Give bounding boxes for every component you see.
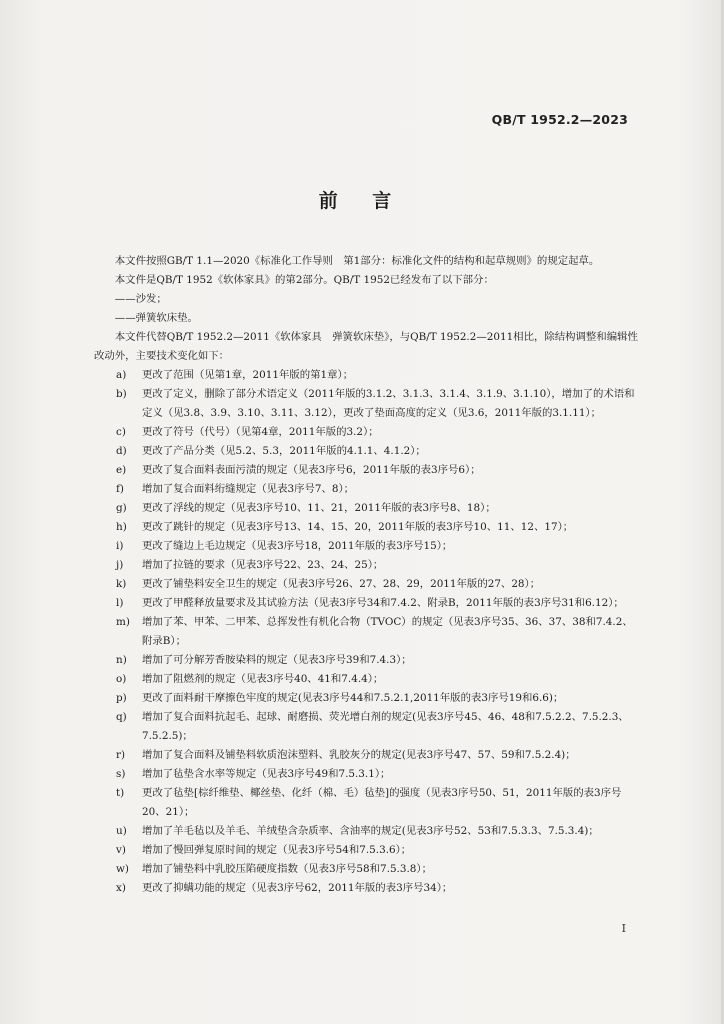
list-item (94, 670, 642, 689)
list-item (94, 518, 642, 537)
paragraph-drafting-rules: 本文件按照GB/T 1.1—2020《标准化工作导则 第1部分：标准化文件的结构和起草规则》的规定起草。 (114, 255, 600, 267)
dash-item-sofa: ——沙发； (114, 293, 167, 305)
list-item-label: h) (116, 521, 127, 533)
list-item-label: x) (116, 882, 126, 894)
list-item-text: 增加了复合面料及铺垫料软质泡沫塑料、乳胶灰分的规定(见表3序号47、57、59和7.5.2.4)； (142, 749, 576, 761)
page-title: 前 言 (318, 190, 406, 212)
list-item-text: 增加了阻燃剂的规定（见表3序号40、41和7.4.4）； (142, 673, 384, 685)
list-item-label: v) (116, 844, 126, 856)
list-item-label: d) (116, 445, 127, 457)
list-item-text: 增加了毡垫含水率等规定（见表3序号49和7.5.3.1）； (142, 768, 391, 780)
list-item-text: 更改了甲醛释放量要求及其试验方法（见表3序号34和7.4.2、附录B，2011年版的表3序号31和6.12）； (142, 597, 624, 609)
list-item-label: w) (116, 863, 129, 875)
list-item-text: 更改了铺垫料安全卫生的规定（见表3序号26、27、28、29，2011年版的27、28）； (142, 578, 541, 590)
list-item-label: r) (116, 749, 126, 761)
list-item (94, 499, 642, 518)
list-item-text: 更改了浮线的规定（见表3序号10、11、21，2011年版的表3序号8、18）； (142, 502, 496, 514)
list-item-text: 更改了面料耐干摩擦色牢度的规定(见表3序号44和7.5.2.1,2011年版的表3序号19和6.6)； (142, 692, 564, 704)
list-item (94, 746, 642, 765)
list-item-label: u) (116, 825, 127, 837)
list-item (94, 480, 642, 499)
list-item (94, 461, 642, 480)
list-item-label: o) (116, 673, 127, 685)
list-item-label: q) (116, 711, 127, 723)
list-item-label: j) (116, 559, 124, 571)
list-item-label: e) (116, 464, 127, 476)
list-item (94, 366, 642, 385)
list-item-text: 更改了复合面料表面污渍的规定（见表3序号6，2011年版的表3序号6）； (142, 464, 481, 476)
list-item-text: 更改了抑螨功能的规定（见表3序号62，2011年版的表3序号34）； (142, 882, 453, 894)
dash-item-mattress: ——弹簧软床垫。 (114, 312, 198, 324)
list-item-label: n) (116, 654, 127, 666)
list-item-label: l) (116, 597, 124, 609)
paragraph-part-info: 本文件是QB/T 1952《软体家具》的第2部分。QB/T 1952已经发布了以下部分： (114, 274, 494, 286)
list-item (94, 708, 642, 746)
list-item-label: c) (116, 426, 126, 438)
list-item-text: 增加了铺垫料中乳胶压陷硬度指数（见表3序号58和7.5.3.8）； (142, 863, 432, 875)
paragraph-replacement: 本文件代替QB/T 1952.2—2011《软体家具 弹簧软床垫》，与QB/T 1952.2—2011相比，除结构调整和编辑性改动外，主要技术变化如下： (94, 331, 638, 362)
list-item-text: 更改了产品分类（见5.2、5.3，2011年版的4.1.1、4.1.2）； (142, 445, 426, 457)
list-item (94, 423, 642, 442)
list-item (94, 442, 642, 461)
standard-code: QB/T 1952.2—2023 (491, 112, 628, 127)
list-item-label: t) (116, 787, 125, 799)
list-item (94, 651, 642, 670)
list-item (94, 689, 642, 708)
list-item (94, 556, 642, 575)
changes-list (94, 366, 642, 898)
list-item-label: m) (116, 616, 130, 628)
list-item-text: 增加了复合面料绗缝规定（见表3序号7、8）； (142, 483, 355, 495)
page-number: I (621, 922, 626, 935)
list-item-text: 更改了范围（见第1章，2011年版的第1章）； (142, 369, 354, 381)
list-item-text: 增加了苯、甲苯、二甲苯、总挥发性有机化合物（TVOC）的规定（见表3序号35、36、37、38和7.4.2、附录B）； (142, 616, 633, 647)
list-item-text: 增加了慢回弹复原时间的规定（见表3序号54和7.5.3.6）； (142, 844, 412, 856)
list-item-text: 增加了可分解芳香胺染料的规定（见表3序号39和7.4.3）； (142, 654, 412, 666)
list-item-text: 更改了符号（代号）（见第4章，2011年版的3.2）； (142, 426, 379, 438)
list-item (94, 575, 642, 594)
list-item-text: 更改了毡垫[棕纤维垫、椰丝垫、化纤（棉、毛）毡垫]的强度（见表3序号50、51，2011年版的表3序号20、21）； (142, 787, 622, 818)
list-item (94, 860, 642, 879)
list-item (94, 613, 642, 651)
list-item-label: f) (116, 483, 124, 495)
list-item (94, 841, 642, 860)
list-item-text: 更改了跳针的规定（见表3序号13、14、15、20，2011年版的表3序号10、11、12、17）； (142, 521, 574, 533)
list-item-text: 更改了定义，删除了部分术语定义（2011年版的3.1.2、3.1.3、3.1.4、3.1.9、3.1.10），增加了的术语和定义（见3.8、3.9、3.10、3.11、3.12），更改了垫面高度的定义（见3.6，2011年版的3.1.11）； (142, 388, 635, 419)
list-item (94, 385, 642, 423)
preface-body (94, 252, 642, 898)
list-item-text: 更改了缝边上毛边规定（见表3序号18，2011年版的表3序号15）； (142, 540, 453, 552)
list-item-label: k) (116, 578, 127, 590)
list-item-label: a) (116, 369, 127, 381)
list-item (94, 537, 642, 556)
list-item-label: b) (116, 388, 127, 400)
list-item-text: 增加了羊毛毡以及羊毛、羊绒垫含杂质率、含油率的规定(见表3序号52、53和7.5.3.3、7.5.3.4)； (142, 825, 599, 837)
list-item (94, 784, 642, 822)
list-item-text: 增加了复合面料抗起毛、起球、耐磨损、荧光增白剂的规定(见表3序号45、46、48和7.5.2.2、7.5.2.3、7.5.2.5)； (142, 711, 629, 742)
list-item-label: p) (116, 692, 127, 704)
list-item-text: 增加了拉链的要求（见表3序号22、23、24、25）； (142, 559, 384, 571)
list-item (94, 822, 642, 841)
list-item (94, 879, 642, 898)
list-item (94, 765, 642, 784)
list-item (94, 594, 642, 613)
list-item-label: g) (116, 502, 127, 514)
list-item-label: i) (116, 540, 124, 552)
list-item-label: s) (116, 768, 126, 780)
